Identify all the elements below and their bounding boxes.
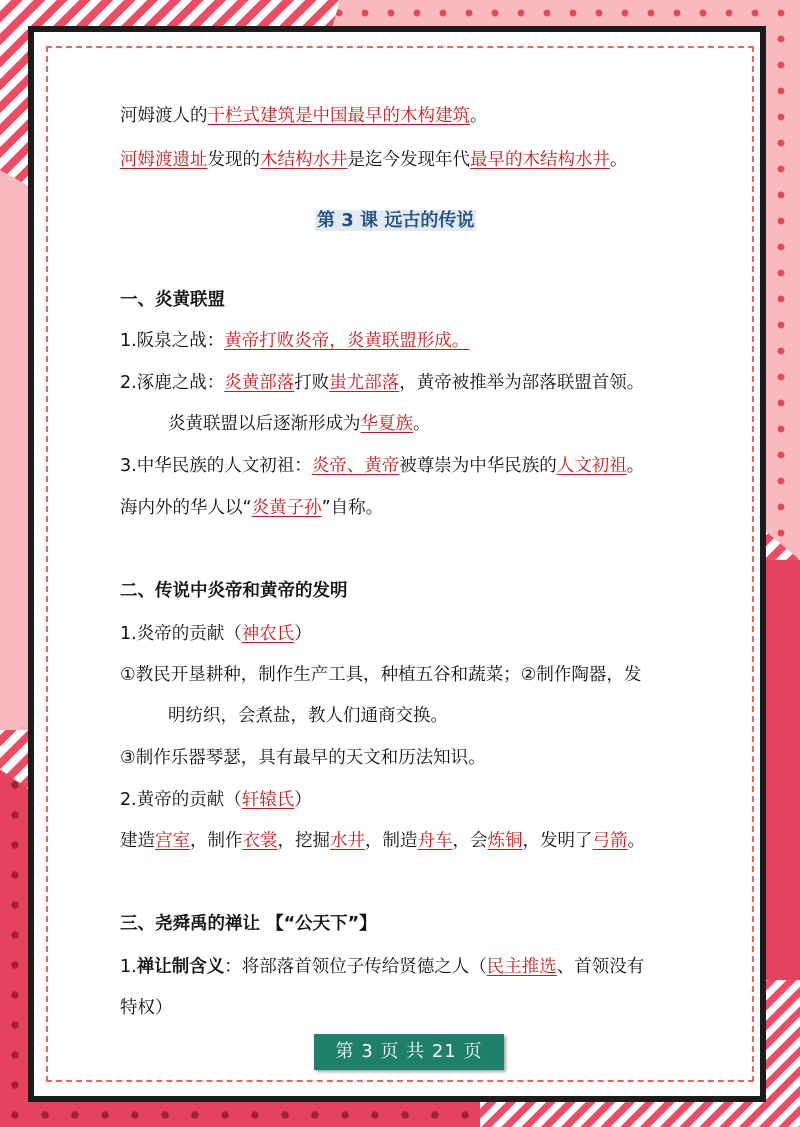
- highlight: 华夏族: [360, 414, 413, 434]
- text: 打败: [294, 373, 330, 393]
- text: 2.黄帝的贡献（: [120, 790, 242, 810]
- text: 2.涿鹿之战：: [120, 373, 225, 393]
- highlight: 弓箭: [592, 831, 628, 851]
- text: 3.中华民族的人文初祖：: [120, 456, 312, 476]
- item-descendants: [120, 498, 383, 519]
- item-huaxia: [168, 414, 431, 435]
- item-shanrang: [120, 957, 644, 978]
- text: ，制造: [365, 831, 418, 851]
- highlight: 炎黄部落: [224, 373, 295, 393]
- item-yandi-line2: 明纺织，会煮盐，教人们通商交换。: [168, 706, 448, 726]
- highlight: 水井: [330, 831, 365, 851]
- highlight: 宫室: [155, 831, 190, 851]
- section-heading-3: 三、尧舜禹的禅让 【“公天下”】: [120, 914, 377, 934]
- text: 是迄今发现年代: [347, 150, 470, 170]
- highlight: 木结构水井: [260, 150, 348, 170]
- item-yandi-contribution: [120, 624, 312, 645]
- section-heading-2: 二、传说中炎帝和黄帝的发明: [120, 581, 348, 601]
- text: ，挖掘: [277, 831, 330, 851]
- lesson-title-text: 第 3 课 远古的传说: [317, 210, 475, 231]
- text: 、首领没有: [556, 957, 645, 977]
- section-heading-1: 一、炎黄联盟: [120, 290, 225, 310]
- highlight: 河姆渡遗址: [120, 150, 208, 170]
- text: 被尊崇为中华民族的: [399, 456, 557, 476]
- highlight: 蚩尤部落: [329, 373, 400, 393]
- highlight: 炎帝、黄帝: [311, 456, 400, 476]
- term: 禅让制含义: [136, 957, 225, 977]
- paragraph-hemudu-well: [120, 150, 628, 171]
- highlight: 炎黄子孙: [251, 498, 322, 518]
- text: 。: [413, 414, 431, 434]
- text: ，发明了: [522, 831, 593, 851]
- text: ：将部落首领位子传给贤德之人（: [224, 957, 487, 977]
- item-yandi-line1: ①教民开垦耕种，制作生产工具，种植五谷和蔬菜；②制作陶器，发: [120, 665, 642, 685]
- item-yandi-line3: ③制作乐器琴瑟，具有最早的天文和历法知识。: [120, 748, 486, 768]
- highlight: 黄帝打败炎帝，炎黄联盟形成。: [224, 331, 470, 351]
- highlight: 最早的木结构水井: [470, 150, 610, 170]
- item-banquan: [120, 331, 469, 352]
- item-huangdi-contribution: [120, 790, 312, 811]
- text: 。: [470, 106, 488, 126]
- paragraph-hemudu-building: [120, 106, 488, 127]
- text: ，黄帝被推举为部落联盟首领。: [399, 373, 645, 393]
- text: 发现的: [207, 150, 260, 170]
- highlight: 舟车: [417, 831, 453, 851]
- text: ）: [294, 790, 312, 810]
- highlight: 人文初祖: [556, 456, 627, 476]
- text: 炎黄联盟以后逐渐形成为: [168, 414, 361, 434]
- highlight: 神农氏: [241, 624, 295, 644]
- text: 1.: [120, 957, 137, 977]
- text: 海内外的华人以“: [120, 498, 252, 518]
- text: 1.炎帝的贡献（: [120, 624, 242, 644]
- highlight: 干栏式建筑是中国最早的木构建筑: [207, 106, 470, 126]
- text: 1.阪泉之战：: [120, 331, 225, 351]
- text: ，会: [452, 831, 488, 851]
- item-ancestors: [120, 456, 644, 477]
- text: 。: [626, 456, 645, 476]
- page-indicator: 第 3 页 共 21 页: [314, 1034, 504, 1070]
- text: 建造: [120, 831, 155, 851]
- highlight: 衣裳: [242, 831, 278, 851]
- text: ，制作: [190, 831, 243, 851]
- text: 。: [610, 150, 628, 170]
- text: 。: [627, 831, 645, 851]
- item-zhuolu: [120, 373, 644, 394]
- highlight: 炼铜: [487, 831, 523, 851]
- text: ”自称。: [321, 498, 384, 518]
- item-shanrang-cont: 特权）: [120, 998, 173, 1018]
- highlight: 轩辕氏: [241, 790, 295, 810]
- highlight: 民主推选: [486, 957, 557, 977]
- item-huangdi-inventions: [120, 831, 645, 852]
- text: 河姆渡人的: [120, 106, 208, 126]
- lesson-title: [315, 210, 476, 232]
- text: ）: [294, 624, 312, 644]
